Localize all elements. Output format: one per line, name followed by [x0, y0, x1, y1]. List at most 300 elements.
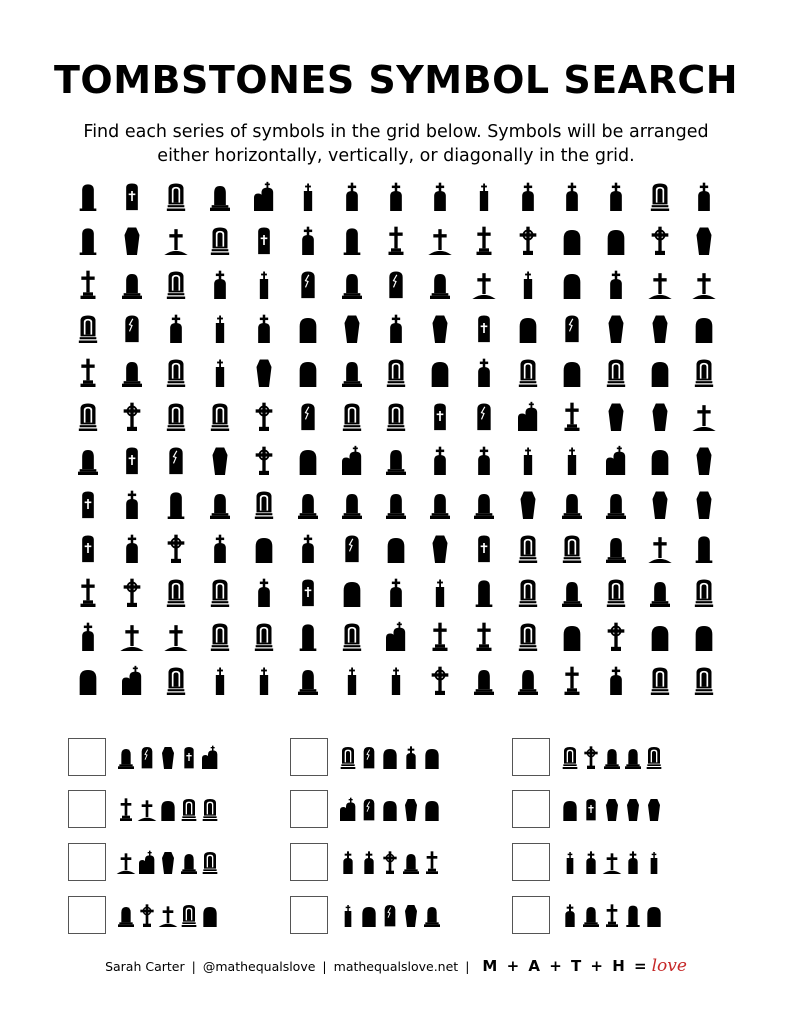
grid-cell — [286, 350, 330, 394]
tall-rounded-tombstone-icon — [295, 621, 321, 651]
answer-item — [512, 738, 665, 776]
grid-cell — [462, 350, 506, 394]
grid-cell — [374, 482, 418, 526]
tombstone-with-cross-on-top-icon — [295, 225, 321, 255]
tombstone-on-base-with-cross-icon — [559, 665, 585, 695]
grid-cell — [198, 438, 242, 482]
round-top-tombstone-icon — [647, 357, 673, 387]
celtic-cross-icon — [427, 665, 453, 695]
framed-tombstone-on-steps-icon — [515, 577, 541, 607]
wide-stepped-tombstone-icon — [401, 850, 421, 874]
round-top-tombstone-icon — [559, 357, 585, 387]
tombstone-on-base-with-cross-icon — [559, 401, 585, 431]
grid-cell — [242, 394, 286, 438]
grid-cell — [594, 218, 638, 262]
grid-cell — [330, 614, 374, 658]
framed-tombstone-on-steps-icon — [163, 269, 189, 299]
grid-cell — [594, 482, 638, 526]
grid-cell — [638, 482, 682, 526]
wide-stepped-tombstone-icon — [515, 665, 541, 695]
tapered-coffin-tombstone-icon — [158, 745, 178, 769]
grid-cell — [242, 306, 286, 350]
grid-cell — [506, 526, 550, 570]
checkbox[interactable] — [68, 843, 106, 881]
cracked-tombstone-icon — [295, 269, 321, 299]
framed-tombstone-on-steps-icon — [383, 357, 409, 387]
tombstone-with-cross-window-icon — [471, 533, 497, 563]
grid-cell — [330, 218, 374, 262]
grid-cell — [506, 482, 550, 526]
wide-stepped-tombstone-icon — [427, 489, 453, 519]
wide-stepped-tombstone-icon — [119, 357, 145, 387]
celtic-cross-icon — [119, 577, 145, 607]
twin-tombstone-icon — [137, 850, 157, 874]
grid-cell — [374, 394, 418, 438]
tombstone-on-base-with-cross-icon — [75, 357, 101, 387]
celtic-cross-icon — [163, 533, 189, 563]
framed-tombstone-on-steps-icon — [251, 489, 277, 519]
tombstone-with-cross-window-icon — [179, 745, 199, 769]
cracked-tombstone-icon — [163, 445, 189, 475]
tombstone-on-base-with-cross-icon — [75, 269, 101, 299]
symbol-sequence — [560, 903, 665, 927]
grid-cell — [66, 658, 110, 702]
grid-cell — [110, 174, 154, 218]
grid-cell — [506, 174, 550, 218]
tombstone-with-cross-on-top-icon — [383, 577, 409, 607]
symbol-sequence — [338, 745, 443, 769]
cross-on-grave-mound-icon — [163, 225, 189, 255]
grid-cell — [330, 306, 374, 350]
framed-tombstone-on-steps-icon — [163, 181, 189, 211]
grid-cell — [374, 306, 418, 350]
checkbox[interactable] — [290, 790, 328, 828]
tapered-coffin-tombstone-icon — [427, 533, 453, 563]
framed-tombstone-on-steps-icon — [207, 577, 233, 607]
grid-cell — [330, 526, 374, 570]
wide-stepped-tombstone-icon — [339, 489, 365, 519]
grid-cell — [418, 658, 462, 702]
grid-cell — [682, 482, 726, 526]
checkbox[interactable] — [68, 896, 106, 934]
celtic-cross-icon — [647, 225, 673, 255]
tapered-coffin-tombstone-icon — [647, 489, 673, 519]
checkbox[interactable] — [290, 896, 328, 934]
grid-cell — [330, 570, 374, 614]
framed-tombstone-on-steps-icon — [515, 621, 541, 651]
tombstone-with-cross-on-top-icon — [559, 181, 585, 211]
tombstone-with-cross-window-icon — [75, 489, 101, 519]
grid-cell — [330, 262, 374, 306]
answer-item — [68, 738, 221, 776]
symbol-sequence — [116, 797, 221, 821]
grid-cell — [462, 174, 506, 218]
tombstone-with-cross-on-top-icon — [383, 313, 409, 343]
grid-cell — [594, 570, 638, 614]
cross-on-grave-mound-icon — [158, 903, 178, 927]
slim-tombstone-with-cross-icon — [515, 445, 541, 475]
page-title: TOMBSTONES SYMBOL SEARCH — [53, 58, 739, 102]
framed-tombstone-on-steps-icon — [647, 181, 673, 211]
grid-cell — [242, 438, 286, 482]
grid-cell — [418, 306, 462, 350]
tombstone-with-cross-on-top-icon — [251, 313, 277, 343]
grid-cell — [638, 394, 682, 438]
grid-cell — [506, 658, 550, 702]
cross-on-grave-mound-icon — [116, 850, 136, 874]
grid-cell — [418, 262, 462, 306]
cracked-tombstone-icon — [471, 401, 497, 431]
wide-stepped-tombstone-icon — [75, 445, 101, 475]
grid-cell — [506, 614, 550, 658]
wide-stepped-tombstone-icon — [179, 850, 199, 874]
twin-tombstone-icon — [515, 401, 541, 431]
grid-cell — [506, 394, 550, 438]
answer-item — [512, 896, 665, 934]
cross-on-grave-mound-icon — [602, 850, 622, 874]
framed-tombstone-on-steps-icon — [338, 745, 358, 769]
tapered-coffin-tombstone-icon — [691, 489, 717, 519]
tombstone-with-cross-on-top-icon — [383, 181, 409, 211]
checkbox[interactable] — [68, 790, 106, 828]
celtic-cross-icon — [380, 850, 400, 874]
round-top-tombstone-icon — [427, 357, 453, 387]
checkbox[interactable] — [290, 738, 328, 776]
grid-cell — [330, 394, 374, 438]
tapered-coffin-tombstone-icon — [623, 797, 643, 821]
framed-tombstone-on-steps-icon — [339, 401, 365, 431]
grid-cell — [682, 526, 726, 570]
slim-tombstone-with-cross-icon — [559, 445, 585, 475]
grid-cell — [198, 482, 242, 526]
round-top-tombstone-icon — [380, 745, 400, 769]
grid-cell — [374, 262, 418, 306]
grid-cell — [682, 614, 726, 658]
wide-stepped-tombstone-icon — [647, 577, 673, 607]
slim-tombstone-with-cross-icon — [295, 181, 321, 211]
celtic-cross-icon — [137, 903, 157, 927]
slim-tombstone-with-cross-icon — [644, 850, 664, 874]
checkbox[interactable] — [512, 843, 550, 881]
grid-cell — [506, 218, 550, 262]
grid-cell — [154, 438, 198, 482]
grid-cell — [198, 262, 242, 306]
wide-stepped-tombstone-icon — [471, 489, 497, 519]
cracked-tombstone-icon — [383, 269, 409, 299]
round-top-tombstone-icon — [647, 621, 673, 651]
cracked-tombstone-icon — [559, 313, 585, 343]
tall-rounded-tombstone-icon — [75, 181, 101, 211]
grid-cell — [638, 350, 682, 394]
slim-tombstone-with-cross-icon — [383, 665, 409, 695]
tombstone-with-cross-window-icon — [581, 797, 601, 821]
symbol-sequence — [560, 745, 665, 769]
grid-cell — [330, 350, 374, 394]
tapered-coffin-tombstone-icon — [401, 903, 421, 927]
grid-cell — [638, 306, 682, 350]
grid-cell — [242, 570, 286, 614]
symbol-sequence — [338, 903, 443, 927]
grid-cell — [154, 570, 198, 614]
grid-cell — [550, 526, 594, 570]
grid-cell — [110, 482, 154, 526]
grid-cell — [66, 482, 110, 526]
answer-item — [290, 790, 443, 828]
cracked-tombstone-icon — [359, 745, 379, 769]
checkbox[interactable] — [68, 738, 106, 776]
framed-tombstone-on-steps-icon — [163, 577, 189, 607]
grid-cell — [154, 174, 198, 218]
tombstone-on-base-with-cross-icon — [422, 850, 442, 874]
grid-cell — [462, 658, 506, 702]
tapered-coffin-tombstone-icon — [251, 357, 277, 387]
checkbox[interactable] — [512, 896, 550, 934]
slim-tombstone-with-cross-icon — [251, 269, 277, 299]
tombstone-on-base-with-cross-icon — [427, 621, 453, 651]
slim-tombstone-with-cross-icon — [427, 577, 453, 607]
twin-tombstone-icon — [338, 797, 358, 821]
tall-rounded-tombstone-icon — [163, 489, 189, 519]
round-top-tombstone-icon — [559, 225, 585, 255]
framed-tombstone-on-steps-icon — [163, 401, 189, 431]
grid-cell — [286, 614, 330, 658]
grid-cell — [286, 438, 330, 482]
framed-tombstone-on-steps-icon — [603, 357, 629, 387]
grid-cell — [154, 218, 198, 262]
tapered-coffin-tombstone-icon — [515, 489, 541, 519]
tombstone-with-cross-window-icon — [251, 225, 277, 255]
tombstone-with-cross-on-top-icon — [338, 850, 358, 874]
grid-cell — [638, 526, 682, 570]
grid-cell — [286, 526, 330, 570]
cross-on-grave-mound-icon — [691, 269, 717, 299]
grid-cell — [374, 570, 418, 614]
round-top-tombstone-icon — [295, 313, 321, 343]
round-top-tombstone-icon — [515, 313, 541, 343]
grid-cell — [638, 658, 682, 702]
grid-cell — [418, 218, 462, 262]
tombstone-with-cross-on-top-icon — [603, 181, 629, 211]
celtic-cross-icon — [603, 621, 629, 651]
cracked-tombstone-icon — [359, 797, 379, 821]
cross-on-grave-mound-icon — [647, 533, 673, 563]
cross-on-grave-mound-icon — [119, 621, 145, 651]
grid-cell — [286, 306, 330, 350]
tombstone-with-cross-window-icon — [119, 181, 145, 211]
grid-cell — [550, 394, 594, 438]
checkbox[interactable] — [512, 790, 550, 828]
grid-cell — [66, 218, 110, 262]
grid-cell — [198, 570, 242, 614]
round-top-tombstone-icon — [359, 903, 379, 927]
tombstone-with-cross-on-top-icon — [251, 577, 277, 607]
grid-cell — [110, 570, 154, 614]
cross-on-grave-mound-icon — [163, 621, 189, 651]
tombstone-with-cross-on-top-icon — [359, 850, 379, 874]
round-top-tombstone-icon — [647, 445, 673, 475]
framed-tombstone-on-steps-icon — [559, 533, 585, 563]
tall-rounded-tombstone-icon — [75, 225, 101, 255]
tombstone-with-cross-window-icon — [471, 313, 497, 343]
wide-stepped-tombstone-icon — [295, 489, 321, 519]
grid-cell — [462, 438, 506, 482]
grid-cell — [462, 614, 506, 658]
grid-cell — [66, 570, 110, 614]
framed-tombstone-on-steps-icon — [179, 903, 199, 927]
slim-tombstone-with-cross-icon — [207, 313, 233, 343]
tombstone-with-cross-on-top-icon — [603, 269, 629, 299]
framed-tombstone-on-steps-icon — [179, 797, 199, 821]
grid-cell — [110, 218, 154, 262]
grid-cell — [418, 526, 462, 570]
grid-cell — [594, 394, 638, 438]
grid-cell — [154, 482, 198, 526]
round-top-tombstone-icon — [603, 225, 629, 255]
tombstone-with-cross-window-icon — [295, 577, 321, 607]
framed-tombstone-on-steps-icon — [163, 665, 189, 695]
framed-tombstone-on-steps-icon — [515, 533, 541, 563]
tall-rounded-tombstone-icon — [471, 577, 497, 607]
slim-tombstone-with-cross-icon — [339, 665, 365, 695]
round-top-tombstone-icon — [295, 357, 321, 387]
wide-stepped-tombstone-icon — [119, 269, 145, 299]
wide-stepped-tombstone-icon — [602, 745, 622, 769]
tall-rounded-tombstone-icon — [623, 903, 643, 927]
answer-item — [68, 843, 221, 881]
grid-cell — [462, 262, 506, 306]
framed-tombstone-on-steps-icon — [207, 401, 233, 431]
grid-cell — [154, 394, 198, 438]
wide-stepped-tombstone-icon — [383, 445, 409, 475]
grid-cell — [66, 614, 110, 658]
symbol-sequence — [116, 745, 221, 769]
grid-cell — [242, 174, 286, 218]
framed-tombstone-on-steps-icon — [75, 313, 101, 343]
tall-rounded-tombstone-icon — [691, 533, 717, 563]
checkbox[interactable] — [512, 738, 550, 776]
tapered-coffin-tombstone-icon — [427, 313, 453, 343]
cracked-tombstone-icon — [137, 745, 157, 769]
grid-cell — [242, 218, 286, 262]
twin-tombstone-icon — [603, 445, 629, 475]
grid-cell — [286, 218, 330, 262]
tombstone-on-base-with-cross-icon — [471, 225, 497, 255]
grid-cell — [110, 658, 154, 702]
grid-cell — [682, 262, 726, 306]
round-top-tombstone-icon — [251, 533, 277, 563]
framed-tombstone-on-steps-icon — [200, 850, 220, 874]
checkbox[interactable] — [290, 843, 328, 881]
tombstone-on-base-with-cross-icon — [116, 797, 136, 821]
grid-cell — [638, 218, 682, 262]
footer-separator: | — [191, 958, 196, 974]
grid-cell — [682, 306, 726, 350]
round-top-tombstone-icon — [559, 269, 585, 299]
grid-cell — [286, 262, 330, 306]
grid-cell — [682, 658, 726, 702]
grid-cell — [242, 482, 286, 526]
tombstone-with-cross-on-top-icon — [339, 181, 365, 211]
footer-handle: @mathequalslove — [202, 958, 316, 974]
tombstone-with-cross-on-top-icon — [603, 665, 629, 695]
grid-cell — [638, 262, 682, 306]
tapered-coffin-tombstone-icon — [401, 797, 421, 821]
grid-cell — [66, 350, 110, 394]
symbol-sequence — [338, 850, 443, 874]
framed-tombstone-on-steps-icon — [644, 745, 664, 769]
tombstone-on-base-with-cross-icon — [602, 903, 622, 927]
grid-cell — [550, 262, 594, 306]
twin-tombstone-icon — [200, 745, 220, 769]
grid-cell — [374, 658, 418, 702]
grid-cell — [374, 350, 418, 394]
cracked-tombstone-icon — [380, 903, 400, 927]
tombstone-with-cross-on-top-icon — [560, 903, 580, 927]
tombstone-with-cross-on-top-icon — [471, 445, 497, 475]
slim-tombstone-with-cross-icon — [560, 850, 580, 874]
symbol-sequence — [560, 797, 665, 821]
tapered-coffin-tombstone-icon — [603, 313, 629, 343]
footer — [0, 956, 792, 976]
symbol-sequence — [560, 850, 665, 874]
round-top-tombstone-icon — [295, 445, 321, 475]
tombstone-with-cross-on-top-icon — [427, 445, 453, 475]
cracked-tombstone-icon — [119, 313, 145, 343]
framed-tombstone-on-steps-icon — [207, 225, 233, 255]
grid-cell — [594, 174, 638, 218]
grid-cell — [506, 306, 550, 350]
wide-stepped-tombstone-icon — [559, 489, 585, 519]
slim-tombstone-with-cross-icon — [207, 357, 233, 387]
grid-cell — [110, 306, 154, 350]
footer-site: mathequalslove.net — [333, 958, 459, 974]
tombstone-with-cross-on-top-icon — [691, 181, 717, 211]
grid-cell — [594, 262, 638, 306]
grid-cell — [682, 174, 726, 218]
tombstone-with-cross-on-top-icon — [207, 533, 233, 563]
grid-cell — [198, 526, 242, 570]
grid-cell — [418, 438, 462, 482]
grid-cell — [154, 614, 198, 658]
tapered-coffin-tombstone-icon — [647, 401, 673, 431]
tall-rounded-tombstone-icon — [339, 225, 365, 255]
framed-tombstone-on-steps-icon — [207, 621, 233, 651]
wide-stepped-tombstone-icon — [581, 903, 601, 927]
grid-cell — [550, 350, 594, 394]
answer-item — [290, 738, 443, 776]
footer-separator: | — [322, 958, 327, 974]
tapered-coffin-tombstone-icon — [603, 401, 629, 431]
round-top-tombstone-icon — [200, 903, 220, 927]
footer-author: Sarah Carter — [105, 958, 185, 974]
wide-stepped-tombstone-icon — [603, 489, 629, 519]
grid-cell — [594, 306, 638, 350]
grid-cell — [374, 174, 418, 218]
grid-cell — [242, 526, 286, 570]
grid-cell — [550, 218, 594, 262]
tapered-coffin-tombstone-icon — [339, 313, 365, 343]
answer-item — [290, 896, 443, 934]
grid-cell — [550, 174, 594, 218]
tombstone-on-base-with-cross-icon — [75, 577, 101, 607]
cross-on-grave-mound-icon — [471, 269, 497, 299]
grid-cell — [550, 306, 594, 350]
framed-tombstone-on-steps-icon — [200, 797, 220, 821]
grid-cell — [286, 570, 330, 614]
grid-cell — [682, 394, 726, 438]
grid-cell — [154, 526, 198, 570]
grid-cell — [286, 174, 330, 218]
